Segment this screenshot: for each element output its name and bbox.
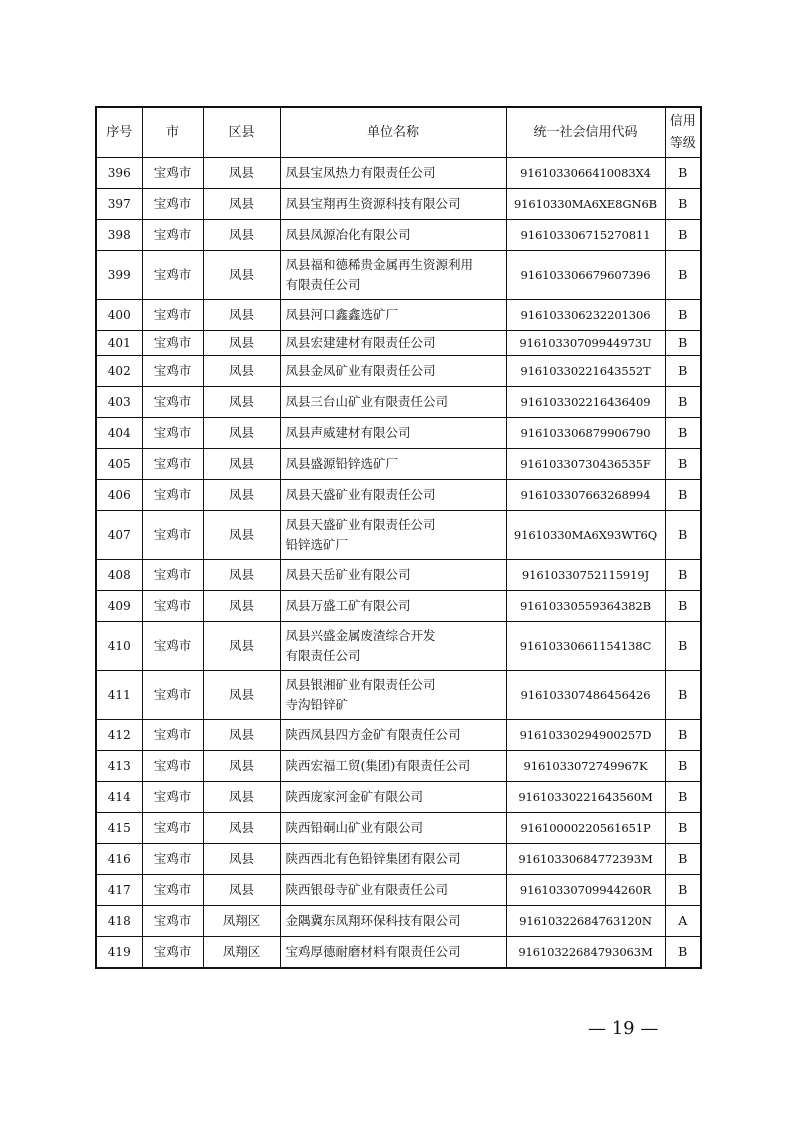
- cell-county: 凤县: [203, 875, 280, 906]
- cell-city: 宝鸡市: [142, 720, 203, 751]
- cell-code: 9161033072749967K: [506, 751, 665, 782]
- cell-code: 916103306879906790: [506, 418, 665, 449]
- cell-grade: B: [665, 813, 701, 844]
- cell-city: 宝鸡市: [142, 480, 203, 511]
- cell-no: 413: [96, 751, 142, 782]
- cell-code: 916103306715270811: [506, 220, 665, 251]
- cell-city: 宝鸡市: [142, 251, 203, 300]
- cell-code: 916103306679607396: [506, 251, 665, 300]
- cell-name-line: 凤县万盛工矿有限公司: [285, 598, 411, 613]
- cell-county: 凤县: [203, 251, 280, 300]
- cell-no: 419: [96, 937, 142, 968]
- cell-name: [280, 720, 506, 751]
- cell-code: 91610330684772393M: [506, 844, 665, 875]
- cell-code: 91610330559364382B: [506, 591, 665, 622]
- cell-county: 凤县: [203, 158, 280, 189]
- cell-city: 宝鸡市: [142, 387, 203, 418]
- cell-name: [280, 622, 506, 671]
- header-city: 市: [142, 107, 203, 158]
- cell-name: [280, 356, 506, 387]
- cell-city: 宝鸡市: [142, 591, 203, 622]
- table-row: [96, 720, 701, 751]
- cell-name-line: 陕西凤县四方金矿有限责任公司: [285, 727, 461, 742]
- cell-code: 91610322684763120N: [506, 906, 665, 937]
- cell-name: [280, 158, 506, 189]
- cell-name: [280, 782, 506, 813]
- cell-no: 406: [96, 480, 142, 511]
- cell-code: 91610330730436535F: [506, 449, 665, 480]
- cell-city: 宝鸡市: [142, 937, 203, 968]
- cell-grade: B: [665, 189, 701, 220]
- cell-name-line: 凤县天盛矿业有限责任公司: [285, 487, 436, 502]
- table-body: [96, 158, 701, 968]
- cell-city: 宝鸡市: [142, 356, 203, 387]
- cell-code: 91610330294900257D: [506, 720, 665, 751]
- cell-name: [280, 220, 506, 251]
- cell-county: 凤县: [203, 356, 280, 387]
- cell-code: 91610330661154138C: [506, 622, 665, 671]
- cell-code: 916103306232201306: [506, 300, 665, 331]
- cell-code: 91610322684793063M: [506, 937, 665, 968]
- cell-county: 凤县: [203, 449, 280, 480]
- cell-county: 凤县: [203, 220, 280, 251]
- cell-code: 916103302216436409: [506, 387, 665, 418]
- header-code: 统一社会信用代码: [506, 107, 665, 158]
- cell-name: [280, 418, 506, 449]
- cell-county: 凤县: [203, 511, 280, 560]
- table-row: [96, 251, 701, 300]
- cell-name-line: 凤县盛源铅锌选矿厂: [285, 456, 399, 471]
- cell-name-line: 有限责任公司: [285, 277, 361, 292]
- cell-no: 400: [96, 300, 142, 331]
- cell-grade: B: [665, 511, 701, 560]
- cell-county: 凤县: [203, 189, 280, 220]
- cell-name-line: 凤县三台山矿业有限责任公司: [285, 394, 449, 409]
- page-number: — 19 —: [588, 1018, 659, 1039]
- cell-code: 91610330709944973U: [506, 331, 665, 356]
- cell-name: [280, 813, 506, 844]
- cell-no: 397: [96, 189, 142, 220]
- cell-city: 宝鸡市: [142, 158, 203, 189]
- cell-name: [280, 671, 506, 720]
- cell-city: 宝鸡市: [142, 671, 203, 720]
- cell-city: 宝鸡市: [142, 300, 203, 331]
- cell-name-line: 凤县银湘矿业有限责任公司: [285, 677, 436, 692]
- cell-name-line: 凤县兴盛金属废渣综合开发: [285, 628, 436, 643]
- cell-no: 417: [96, 875, 142, 906]
- cell-name-line: 凤县福和德稀贵金属再生资源利用: [285, 257, 474, 272]
- cell-code: 9161033066410083X4: [506, 158, 665, 189]
- cell-grade: B: [665, 220, 701, 251]
- table-row: [96, 937, 701, 968]
- cell-name-line: 凤县声威建材有限公司: [285, 425, 411, 440]
- cell-name: [280, 300, 506, 331]
- table-row: [96, 511, 701, 560]
- cell-county: 凤县: [203, 782, 280, 813]
- table-row: [96, 387, 701, 418]
- table-row: [96, 449, 701, 480]
- cell-name: [280, 480, 506, 511]
- cell-no: 412: [96, 720, 142, 751]
- table-row: [96, 300, 701, 331]
- cell-no: 403: [96, 387, 142, 418]
- cell-no: 402: [96, 356, 142, 387]
- cell-name-line: 陕西宏福工贸(集团)有限责任公司: [285, 758, 471, 773]
- cell-county: 凤翔区: [203, 906, 280, 937]
- cell-code: 91610330MA6XE8GN6B: [506, 189, 665, 220]
- cell-county: 凤县: [203, 300, 280, 331]
- cell-no: 401: [96, 331, 142, 356]
- cell-name-line: 凤县金凤矿业有限责任公司: [285, 363, 436, 378]
- cell-name-line: 凤县宝凤热力有限责任公司: [285, 165, 436, 180]
- cell-grade: B: [665, 671, 701, 720]
- cell-grade: B: [665, 418, 701, 449]
- cell-name-line: 陕西银母寺矿业有限责任公司: [285, 882, 449, 897]
- cell-grade: B: [665, 622, 701, 671]
- cell-no: 414: [96, 782, 142, 813]
- header-county: 区县: [203, 107, 280, 158]
- table-row: [96, 480, 701, 511]
- cell-city: 宝鸡市: [142, 906, 203, 937]
- cell-city: 宝鸡市: [142, 813, 203, 844]
- cell-county: 凤县: [203, 671, 280, 720]
- cell-county: 凤县: [203, 591, 280, 622]
- cell-code: 916103307663268994: [506, 480, 665, 511]
- cell-county: 凤县: [203, 813, 280, 844]
- header-no: 序号: [96, 107, 142, 158]
- cell-no: 404: [96, 418, 142, 449]
- cell-county: 凤县: [203, 387, 280, 418]
- cell-county: 凤县: [203, 720, 280, 751]
- cell-name: [280, 560, 506, 591]
- cell-county: 凤翔区: [203, 937, 280, 968]
- cell-grade: B: [665, 449, 701, 480]
- header-row: [96, 107, 701, 158]
- table-row: [96, 844, 701, 875]
- cell-name: [280, 591, 506, 622]
- cell-grade: B: [665, 300, 701, 331]
- cell-name-line: 凤县凤源冶化有限公司: [285, 227, 411, 242]
- header-grade-line: 信用: [669, 113, 696, 129]
- cell-name: [280, 751, 506, 782]
- cell-code: 91610330221643552T: [506, 356, 665, 387]
- table-row: [96, 356, 701, 387]
- cell-no: 398: [96, 220, 142, 251]
- cell-no: 416: [96, 844, 142, 875]
- cell-name-line: 凤县河口鑫鑫选矿厂: [285, 307, 399, 322]
- cell-name: [280, 906, 506, 937]
- cell-name: [280, 511, 506, 560]
- cell-grade: B: [665, 875, 701, 906]
- cell-city: 宝鸡市: [142, 418, 203, 449]
- cell-county: 凤县: [203, 560, 280, 591]
- cell-name-line: 金隅冀东凤翔环保科技有限公司: [285, 913, 461, 928]
- cell-no: 408: [96, 560, 142, 591]
- cell-county: 凤县: [203, 331, 280, 356]
- table-row: [96, 875, 701, 906]
- cell-no: 405: [96, 449, 142, 480]
- cell-code: 91610330752115919J: [506, 560, 665, 591]
- cell-city: 宝鸡市: [142, 844, 203, 875]
- header-grade: [665, 107, 701, 158]
- cell-name-line: 宝鸡厚德耐磨材料有限责任公司: [285, 943, 461, 959]
- cell-city: 宝鸡市: [142, 875, 203, 906]
- table-row: [96, 813, 701, 844]
- cell-code: 91610330MA6X93WT6Q: [506, 511, 665, 560]
- cell-name-line: 陕西庞家河金矿有限公司: [285, 789, 424, 804]
- table-row: [96, 560, 701, 591]
- cell-no: 396: [96, 158, 142, 189]
- cell-no: 418: [96, 906, 142, 937]
- cell-no: 410: [96, 622, 142, 671]
- cell-name-line: 凤县天岳矿业有限公司: [285, 567, 411, 582]
- cell-name: [280, 189, 506, 220]
- cell-name-line: 凤县天盛矿业有限责任公司: [285, 517, 436, 532]
- cell-name-line: 陕西西北有色铅锌集团有限公司: [285, 851, 461, 866]
- cell-name-line: 铅锌选矿厂: [285, 537, 349, 552]
- cell-grade: B: [665, 331, 701, 356]
- cell-code: 916103307486456426: [506, 671, 665, 720]
- cell-grade: B: [665, 158, 701, 189]
- cell-name: [280, 331, 506, 356]
- cell-grade: B: [665, 844, 701, 875]
- table-row: [96, 782, 701, 813]
- table-row: [96, 906, 701, 937]
- cell-grade: B: [665, 480, 701, 511]
- table-row: [96, 189, 701, 220]
- cell-name-line: 寺沟铅锌矿: [285, 697, 349, 712]
- cell-grade: B: [665, 560, 701, 591]
- cell-grade: B: [665, 937, 701, 968]
- cell-city: 宝鸡市: [142, 220, 203, 251]
- cell-no: 415: [96, 813, 142, 844]
- cell-grade: B: [665, 591, 701, 622]
- cell-county: 凤县: [203, 480, 280, 511]
- cell-code: 91610330709944260R: [506, 875, 665, 906]
- cell-name-line: 有限责任公司: [285, 648, 361, 663]
- cell-city: 宝鸡市: [142, 751, 203, 782]
- cell-no: 407: [96, 511, 142, 560]
- cell-name-line: 凤县宏建建材有限责任公司: [285, 335, 436, 350]
- cell-city: 宝鸡市: [142, 189, 203, 220]
- cell-county: 凤县: [203, 751, 280, 782]
- cell-name-line: 陕西铅硐山矿业有限公司: [285, 820, 424, 835]
- table-header: [96, 107, 701, 158]
- table-row: [96, 591, 701, 622]
- cell-grade: B: [665, 782, 701, 813]
- cell-grade: B: [665, 387, 701, 418]
- cell-code: 91610000220561651P: [506, 813, 665, 844]
- cell-no: 409: [96, 591, 142, 622]
- cell-city: 宝鸡市: [142, 782, 203, 813]
- header-name: 单位名称: [280, 107, 506, 158]
- cell-name: [280, 387, 506, 418]
- cell-name: [280, 844, 506, 875]
- cell-name: [280, 875, 506, 906]
- cell-city: 宝鸡市: [142, 331, 203, 356]
- table-row: [96, 220, 701, 251]
- cell-city: 宝鸡市: [142, 449, 203, 480]
- credit-rating-table: [95, 106, 702, 969]
- table-row: [96, 671, 701, 720]
- cell-grade: B: [665, 356, 701, 387]
- cell-grade: B: [665, 251, 701, 300]
- table-row: [96, 418, 701, 449]
- cell-no: 399: [96, 251, 142, 300]
- cell-county: 凤县: [203, 844, 280, 875]
- cell-grade: B: [665, 751, 701, 782]
- cell-name-line: 凤县宝翔再生资源科技有限公司: [285, 196, 461, 211]
- cell-no: 411: [96, 671, 142, 720]
- table-row: [96, 751, 701, 782]
- cell-county: 凤县: [203, 418, 280, 449]
- cell-city: 宝鸡市: [142, 560, 203, 591]
- cell-code: 91610330221643560M: [506, 782, 665, 813]
- cell-grade: B: [665, 720, 701, 751]
- table-row: [96, 158, 701, 189]
- cell-county: 凤县: [203, 622, 280, 671]
- cell-name: [280, 937, 506, 968]
- cell-name: [280, 449, 506, 480]
- table-row: [96, 331, 701, 356]
- cell-city: 宝鸡市: [142, 511, 203, 560]
- cell-city: 宝鸡市: [142, 622, 203, 671]
- cell-name: [280, 251, 506, 300]
- table-row: [96, 622, 701, 671]
- cell-grade: A: [665, 906, 701, 937]
- header-grade-line: 等级: [669, 135, 696, 151]
